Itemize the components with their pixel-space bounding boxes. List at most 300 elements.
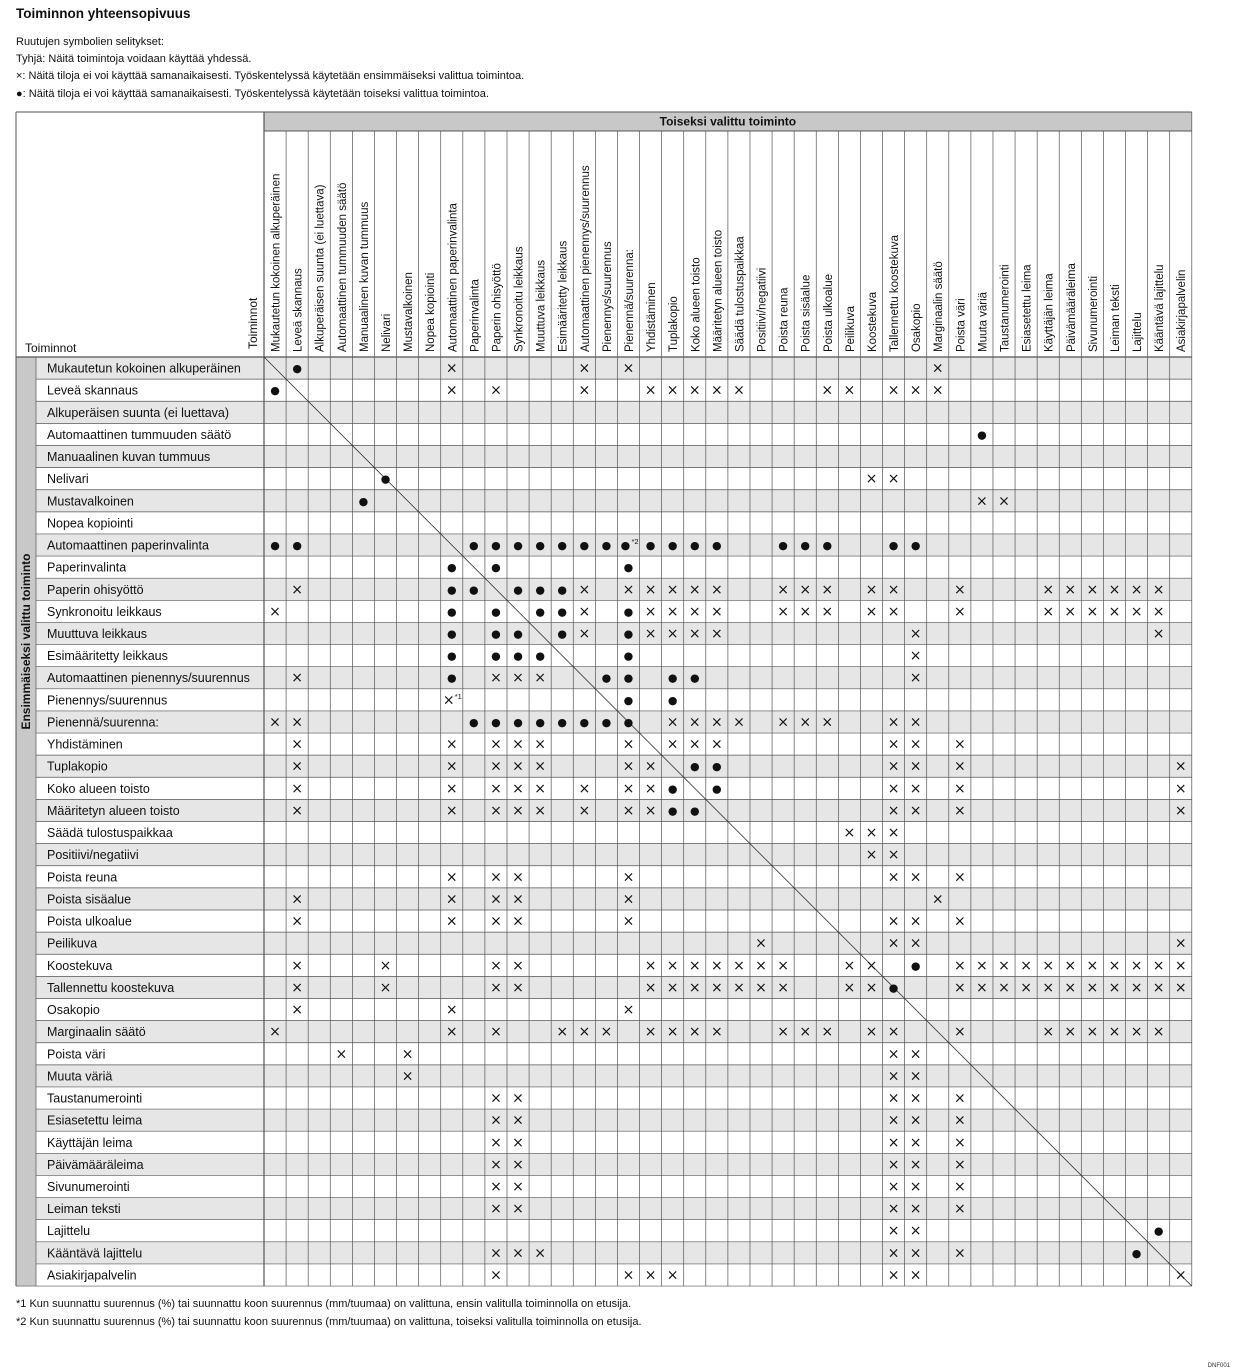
- cross-mark: ×: [622, 869, 635, 886]
- cross-mark: ×: [490, 670, 502, 687]
- cross-mark: ×: [1108, 1024, 1121, 1041]
- row-label: Paperinvalinta: [47, 560, 127, 575]
- cross-mark: ×: [490, 1156, 502, 1173]
- cross-mark: ×: [688, 382, 701, 399]
- cross-mark: ×: [666, 979, 679, 996]
- cross-mark: ×: [512, 1090, 524, 1107]
- row-label: Mukautetun kokoinen alkuperäinen: [47, 361, 241, 376]
- col-group-label: Toiseksi valittu toiminto: [659, 114, 797, 129]
- cross-mark: ×: [401, 1046, 414, 1063]
- dot-mark: ●: [292, 362, 302, 376]
- cross-mark: ×: [953, 758, 966, 775]
- cross-mark: ×: [887, 714, 900, 731]
- cross-mark: ×: [666, 957, 679, 974]
- legend-cross: ×: Näitä tiloja ei voi käyttää samanaikaisesti. Työskentelyssä käytetään ensimmäiseksi valittua toimintoa.: [16, 70, 525, 83]
- cross-mark: ×: [976, 957, 988, 974]
- dot-mark: ●: [800, 539, 811, 553]
- cross-mark: ×: [578, 581, 591, 598]
- column-header: Osakopio: [911, 303, 924, 352]
- cross-mark: ×: [887, 935, 900, 952]
- cross-mark: ×: [622, 891, 635, 908]
- column-header: Kääntävä lajittelu: [1154, 264, 1167, 352]
- cross-mark: ×: [269, 603, 281, 620]
- dot-mark: ●: [712, 760, 722, 774]
- cross-mark: ×: [953, 869, 966, 886]
- dot-mark: ●: [557, 627, 568, 641]
- page-title: Toiminnon yhteensopivuus: [16, 6, 191, 21]
- dot-mark: ●: [623, 627, 634, 641]
- cross-mark: ×: [578, 780, 591, 797]
- cross-mark: ×: [512, 1156, 524, 1173]
- cross-mark: ×: [379, 957, 392, 974]
- cross-mark: ×: [335, 1046, 348, 1063]
- cross-mark: ×: [909, 1090, 922, 1107]
- cross-mark: ×: [490, 979, 502, 996]
- cross-mark: ×: [401, 1068, 414, 1085]
- cross-mark: ×: [1108, 979, 1121, 996]
- cross-mark: ×: [953, 979, 966, 996]
- cross-mark: ×: [909, 913, 922, 930]
- cross-mark: ×: [490, 802, 502, 819]
- column-header: Määritetyn alueen toisto: [712, 229, 725, 352]
- cross-mark: ×: [644, 957, 657, 974]
- column-header: Käyttäjän leima: [1043, 273, 1056, 352]
- cross-mark: ×: [1174, 1267, 1187, 1284]
- cross-mark: ×: [1174, 935, 1187, 952]
- cross-mark: ×: [909, 802, 922, 819]
- column-header: Koostekuva: [866, 291, 879, 352]
- cross-mark: ×: [644, 979, 657, 996]
- cross-mark: ×: [976, 979, 988, 996]
- row-label: Leiman teksti: [47, 1202, 121, 1217]
- cross-mark: ×: [445, 802, 458, 819]
- column-header: Nelivari: [380, 313, 393, 352]
- row-stripe: [36, 888, 1192, 910]
- cross-mark: ×: [1086, 603, 1099, 620]
- cross-mark: ×: [622, 736, 635, 753]
- cross-mark: ×: [1174, 758, 1187, 775]
- cross-mark: ×: [733, 714, 745, 731]
- cross-mark: ×: [490, 1179, 502, 1195]
- cross-mark: ×: [887, 847, 900, 864]
- row-stripe: [36, 976, 1192, 998]
- cross-mark: ×: [622, 913, 635, 930]
- column-header: Lajittelu: [1132, 312, 1145, 352]
- dot-mark: ●: [491, 539, 501, 553]
- cross-mark: ×: [291, 957, 304, 974]
- cross-mark: ×: [887, 736, 900, 753]
- row-label: Muuttuva leikkaus: [47, 627, 148, 641]
- cross-mark: ×: [733, 382, 745, 399]
- cross-mark: ×: [865, 603, 878, 620]
- cross-mark: ×: [512, 780, 524, 797]
- cross-mark: ×: [445, 780, 458, 797]
- dot-mark: ●: [446, 561, 457, 575]
- cross-mark: ×: [291, 758, 304, 775]
- column-header: Paperinvalinta: [469, 279, 482, 352]
- cross-mark: ×: [1064, 957, 1077, 974]
- dot-mark: ●: [623, 649, 634, 663]
- cross-mark: ×: [843, 382, 856, 399]
- dot-mark: ●: [491, 605, 501, 619]
- cross-mark: ×: [998, 493, 1010, 510]
- cross-mark: ×: [1130, 957, 1143, 974]
- cross-mark: ×: [490, 1267, 502, 1284]
- dot-mark: ●: [491, 649, 501, 663]
- row-label: Koko alueen toisto: [47, 781, 150, 796]
- cross-mark: ×: [1152, 979, 1165, 996]
- row-label: Mustavalkoinen: [47, 494, 134, 509]
- row-stripe: [36, 578, 1192, 600]
- dot-mark: ●: [645, 539, 656, 553]
- cross-mark: ×: [512, 913, 524, 930]
- cross-mark: ×: [887, 869, 900, 886]
- cross-mark: ×: [710, 581, 723, 598]
- cross-mark: ×: [291, 802, 304, 819]
- cross-mark: ×: [688, 957, 701, 974]
- cross-mark: ×: [644, 1024, 657, 1041]
- cross-mark: ×: [799, 603, 812, 620]
- cross-mark: ×: [1174, 957, 1187, 974]
- cross-mark: ×: [887, 1046, 900, 1063]
- cross-mark: ×: [821, 581, 834, 598]
- cross-mark: ×: [843, 825, 856, 842]
- cross-mark: ×: [644, 626, 657, 642]
- cross-mark: ×: [445, 1024, 458, 1041]
- dot-mark: ●: [601, 671, 612, 685]
- row-label: Lajittelu: [47, 1224, 91, 1239]
- cross-mark: ×: [953, 1245, 966, 1262]
- cross-mark: ×: [733, 957, 745, 974]
- cross-mark: ×: [1042, 1024, 1055, 1041]
- cross-mark: ×: [1174, 802, 1187, 819]
- dot-mark: ●: [623, 693, 634, 707]
- dot-mark: ●: [557, 583, 568, 597]
- cross-mark: ×: [887, 1245, 900, 1262]
- cross-mark: ×: [291, 1002, 304, 1019]
- cross-mark: ×: [534, 780, 546, 797]
- dot-mark: ●: [667, 539, 678, 553]
- cross-mark: ×: [1020, 957, 1032, 974]
- row-label: Automaattinen tummuuden säätö: [47, 427, 232, 442]
- cross-mark: ×: [777, 603, 789, 620]
- row-label: Nelivari: [47, 472, 89, 487]
- cross-mark: ×: [490, 1134, 502, 1151]
- cross-mark: ×: [887, 780, 900, 797]
- column-header: Esimääritetty leikkaus: [557, 240, 570, 352]
- row-stripe: [36, 1198, 1192, 1220]
- cross-mark: ×: [291, 670, 304, 687]
- cross-mark: ×: [644, 581, 657, 598]
- column-header: Taustanumerointi: [999, 264, 1012, 352]
- cross-mark: ×: [887, 581, 900, 598]
- column-header: Pienennä/suurenna:: [623, 249, 636, 352]
- cross-mark: ×: [622, 1267, 635, 1284]
- cross-mark: ×: [799, 581, 812, 598]
- cross-mark: ×: [887, 1201, 900, 1218]
- cross-mark: ×: [512, 891, 524, 908]
- column-header: Poista reuna: [778, 287, 791, 352]
- cross-mark: ×: [909, 1068, 922, 1085]
- cross-mark: ×: [578, 603, 591, 620]
- cross-mark: ×: [644, 382, 657, 399]
- row-stripe: [36, 1065, 1192, 1087]
- cross-mark: ×: [644, 802, 657, 819]
- dot-mark: ●: [491, 561, 501, 575]
- cross-mark: ×: [666, 714, 679, 731]
- cross-mark: ×: [887, 1090, 900, 1107]
- dot-mark: ●: [469, 583, 479, 597]
- cross-mark: ×: [865, 1024, 878, 1041]
- row-label: Nopea kopiointi: [47, 516, 134, 531]
- cross-mark: ×: [688, 714, 701, 731]
- cross-mark: ×: [953, 603, 966, 620]
- cross-mark: ×: [710, 957, 723, 974]
- cross-mark: ×: [909, 780, 922, 797]
- cross-mark: ×: [291, 780, 304, 797]
- cross-mark: ×: [909, 1112, 922, 1129]
- cross-mark: ×: [755, 979, 767, 996]
- row-label: Sivunumerointi: [47, 1180, 130, 1194]
- row-label: Asiakirjapalvelin: [47, 1268, 137, 1283]
- column-header: Esiasetettu leima: [1021, 264, 1034, 352]
- row-label: Esimääritetty leikkaus: [47, 649, 168, 664]
- cross-mark: ×: [998, 979, 1010, 996]
- row-label: Esiasetettu leima: [47, 1113, 143, 1128]
- cross-mark: ×: [578, 382, 591, 399]
- cross-mark: ×: [445, 869, 458, 886]
- row-stripe: [36, 1242, 1192, 1264]
- column-header: Positiivi/negatiivi: [756, 267, 769, 352]
- dot-mark: ●: [778, 539, 788, 553]
- cross-mark: ×: [843, 957, 856, 974]
- row-stripe: [36, 755, 1192, 777]
- dot-mark: ●: [689, 760, 700, 774]
- cross-mark: ×: [909, 1245, 922, 1262]
- row-label: Osakopio: [47, 1003, 100, 1018]
- dot-mark: ●: [535, 539, 545, 553]
- footnote-ref: *1: [454, 691, 462, 701]
- cross-mark: ×: [534, 758, 546, 775]
- cross-mark: ×: [865, 581, 878, 598]
- cross-mark: ×: [1064, 979, 1077, 996]
- footnote-ref: *2: [631, 537, 639, 547]
- dot-mark: ●: [491, 715, 501, 729]
- dot-mark: ●: [689, 804, 700, 818]
- dot-mark: ●: [712, 782, 722, 796]
- cross-mark: ×: [909, 1046, 922, 1063]
- row-group-band: [16, 357, 36, 1286]
- cross-mark: ×: [953, 1112, 966, 1129]
- column-header: Paperin ohisyöttö: [491, 263, 504, 352]
- dot-mark: ●: [977, 428, 987, 442]
- cross-mark: ×: [1108, 957, 1121, 974]
- cross-mark: ×: [865, 957, 878, 974]
- cross-mark: ×: [976, 493, 988, 510]
- document-code: DNF001: [1207, 1363, 1230, 1369]
- cross-mark: ×: [490, 913, 502, 930]
- dot-mark: ●: [1153, 1224, 1164, 1238]
- cross-mark: ×: [600, 1024, 613, 1041]
- dot-mark: ●: [513, 583, 523, 597]
- cross-mark: ×: [556, 1024, 569, 1041]
- cross-mark: ×: [688, 603, 701, 620]
- cross-mark: ×: [512, 802, 524, 819]
- dot-mark: ●: [270, 539, 280, 553]
- cross-mark: ×: [887, 603, 900, 620]
- column-header: Poista ulkoalue: [822, 274, 835, 352]
- cross-mark: ×: [490, 1024, 502, 1041]
- cross-mark: ×: [1108, 581, 1121, 598]
- cross-mark: ×: [755, 957, 767, 974]
- dot-mark: ●: [1131, 1246, 1142, 1260]
- corner-col-label: Toiminnot: [246, 297, 260, 349]
- cross-mark: ×: [291, 979, 304, 996]
- cross-mark: ×: [666, 382, 679, 399]
- cross-mark: ×: [953, 1090, 966, 1107]
- cross-mark: ×: [1152, 603, 1165, 620]
- cross-mark: ×: [578, 360, 591, 377]
- row-label: Automaattinen pienennys/suurennus: [47, 671, 250, 686]
- dot-mark: ●: [689, 539, 700, 553]
- cross-mark: ×: [887, 1267, 900, 1284]
- row-label: Koostekuva: [47, 958, 113, 973]
- cross-mark: ×: [887, 471, 900, 488]
- dot-mark: ●: [667, 671, 678, 685]
- dot-mark: ●: [601, 715, 612, 729]
- dot-mark: ●: [557, 539, 568, 553]
- cross-mark: ×: [445, 913, 458, 930]
- cross-mark: ×: [710, 382, 723, 399]
- cross-mark: ×: [512, 979, 524, 996]
- cross-mark: ×: [1130, 1024, 1143, 1041]
- column-header: Automaattinen pienennys/suurennus: [579, 165, 592, 352]
- dot-mark: ●: [380, 472, 391, 486]
- cross-mark: ×: [909, 1156, 922, 1173]
- dot-mark: ●: [557, 715, 568, 729]
- cross-mark: ×: [578, 626, 591, 642]
- cross-mark: ×: [512, 1245, 524, 1262]
- dot-mark: ●: [667, 804, 678, 818]
- dot-mark: ●: [888, 981, 899, 995]
- cross-mark: ×: [688, 581, 701, 598]
- row-stripe: [36, 490, 1192, 512]
- dot-mark: ●: [513, 539, 523, 553]
- dot-mark: ●: [910, 539, 921, 553]
- cross-mark: ×: [512, 1201, 524, 1218]
- column-header: Pienennys/suurennus: [601, 241, 614, 352]
- cross-mark: ×: [909, 670, 922, 687]
- dot-mark: ●: [623, 671, 634, 685]
- cross-mark: ×: [490, 758, 502, 775]
- cross-mark: ×: [887, 1134, 900, 1151]
- cross-mark: ×: [291, 581, 304, 598]
- cross-mark: ×: [953, 957, 966, 974]
- row-stripe: [36, 711, 1192, 733]
- dot-mark: ●: [667, 693, 678, 707]
- cross-mark: ×: [777, 1024, 789, 1041]
- row-label: Käyttäjän leima: [47, 1135, 133, 1150]
- dot-mark: ●: [446, 627, 457, 641]
- cross-mark: ×: [998, 957, 1010, 974]
- column-header: Poista väri: [955, 298, 968, 352]
- cross-mark: ×: [534, 670, 546, 687]
- cross-mark: ×: [688, 736, 701, 753]
- row-label: Poista ulkoalue: [47, 914, 132, 929]
- dot-mark: ●: [513, 627, 523, 641]
- cross-mark: ×: [931, 382, 944, 399]
- column-header: Alkuperäisen suunta (ei luettava): [314, 184, 327, 352]
- row-stripe: [36, 1153, 1192, 1175]
- row-stripe: [36, 622, 1192, 644]
- row-stripe: [36, 844, 1192, 866]
- cross-mark: ×: [1108, 603, 1121, 620]
- cross-mark: ×: [755, 935, 767, 952]
- dot-mark: ●: [513, 649, 523, 663]
- cross-mark: ×: [953, 1201, 966, 1218]
- cross-mark: ×: [291, 736, 304, 753]
- dot-mark: ●: [689, 671, 700, 685]
- cross-mark: ×: [710, 626, 723, 642]
- cross-mark: ×: [291, 891, 304, 908]
- dot-mark: ●: [712, 539, 722, 553]
- cross-mark: ×: [622, 360, 635, 377]
- cross-mark: ×: [445, 736, 458, 753]
- corner-row-label: Toiminnot: [25, 341, 77, 355]
- cross-mark: ×: [688, 1024, 701, 1041]
- cross-mark: ×: [578, 802, 591, 819]
- cross-mark: ×: [1152, 957, 1165, 974]
- cross-mark: ×: [490, 1112, 502, 1129]
- cross-mark: ×: [379, 979, 392, 996]
- cross-mark: ×: [1042, 979, 1055, 996]
- dot-mark: ●: [270, 384, 280, 398]
- cross-mark: ×: [909, 1134, 922, 1151]
- cross-mark: ×: [1064, 603, 1077, 620]
- row-label: Pienennä/suurenna:: [47, 715, 159, 730]
- cross-mark: ×: [445, 758, 458, 775]
- dot-mark: ●: [535, 715, 545, 729]
- dot-mark: ●: [910, 959, 921, 973]
- column-header: Päivämääräleima: [1065, 263, 1078, 352]
- cross-mark: ×: [622, 780, 635, 797]
- cross-mark: ×: [953, 1024, 966, 1041]
- cross-mark: ×: [777, 979, 789, 996]
- cross-mark: ×: [534, 1245, 546, 1262]
- dot-mark: ●: [446, 583, 457, 597]
- cross-mark: ×: [1130, 581, 1143, 598]
- cross-mark: ×: [710, 603, 723, 620]
- dot-mark: ●: [623, 715, 634, 729]
- row-stripe: [36, 534, 1192, 556]
- cross-mark: ×: [1130, 603, 1143, 620]
- cross-mark: ×: [688, 626, 701, 642]
- row-label: Tallennettu koostekuva: [47, 980, 175, 995]
- column-header: Marginaalin säätö: [933, 261, 946, 352]
- cross-mark: ×: [512, 1112, 524, 1129]
- cross-mark: ×: [622, 581, 635, 598]
- cross-mark: ×: [1152, 1024, 1165, 1041]
- cross-mark: ×: [666, 736, 679, 753]
- cross-mark: ×: [490, 891, 502, 908]
- cross-mark: ×: [710, 736, 723, 753]
- cross-mark: ×: [445, 382, 458, 399]
- footnote-1: *1 Kun suunnattu suurennus (%) tai suunnattu koon suurennus (mm/tuumaa) on valittuna, ensin valitulla toiminnolla on etusija.: [16, 1298, 632, 1310]
- dot-mark: ●: [822, 539, 833, 553]
- cross-mark: ×: [512, 670, 524, 687]
- dot-mark: ●: [358, 494, 369, 508]
- column-header: Mustavalkoinen: [403, 272, 416, 352]
